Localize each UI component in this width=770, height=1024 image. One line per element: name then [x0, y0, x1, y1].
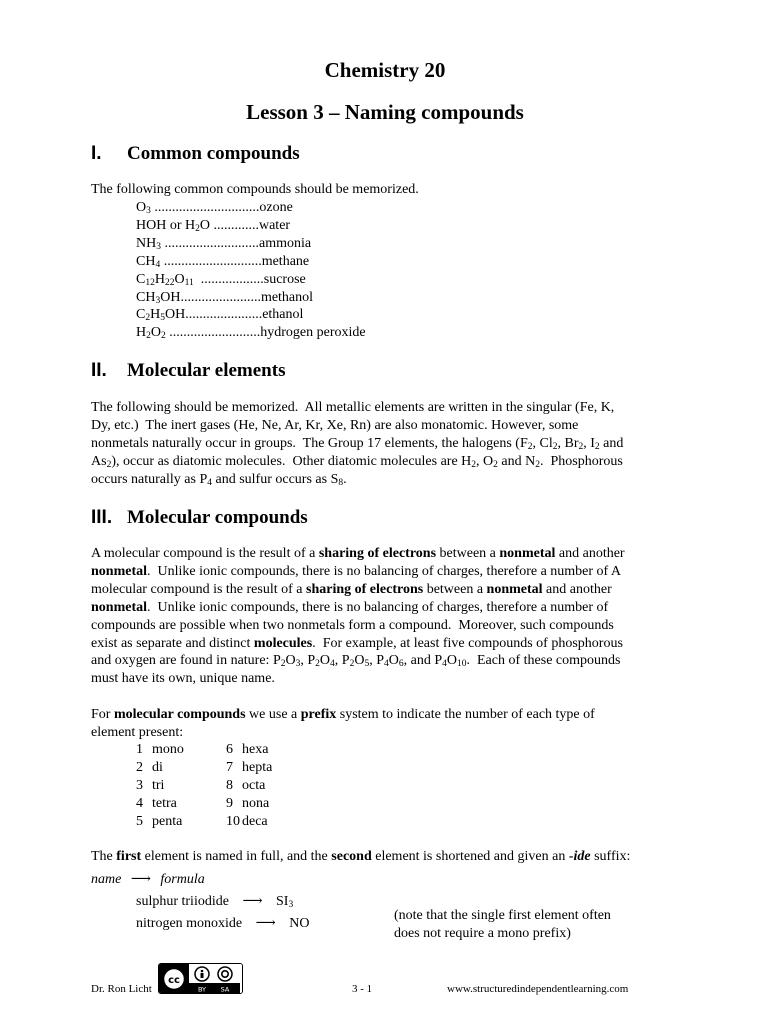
s2-line: Dy, etc.) The inert gases (He, Ne, Ar, Kr, Xe, Rn) are also monatomic. However, some [91, 417, 579, 433]
mono-note: (note that the single first element often does not require a mono prefix) [394, 908, 611, 941]
compound-name: ozone [259, 200, 293, 215]
compound-formula: HOH or $H_2O$ [136, 217, 210, 234]
compound-row [136, 253, 366, 271]
prefix-row [136, 741, 184, 759]
compound-name: hydrogen peroxide [260, 325, 366, 341]
s2-line: nonmetals naturally occur in groups. The Group 17 elements, the halogens ($F_2$, $Cl_2$, $Br_2$, $I_2$ and [91, 435, 624, 452]
example-2-name: nitrogen monoxide [136, 916, 243, 931]
compound-formula: $CH_3OH$ [136, 289, 181, 306]
prefix-row [136, 813, 184, 831]
leader-dots: .......................... [165, 325, 261, 341]
prefix-row [226, 813, 272, 831]
prefix-row [226, 741, 272, 759]
s2-line: $As_2$), occur as diatomic molecules. Other diatomic molecules are $H_2$, $O_2$ and $N_2$. Phosphorous [91, 453, 623, 470]
prefix-word: mono [152, 742, 184, 757]
section-3-title: Molecular compounds [127, 507, 308, 528]
section-2-heading [91, 360, 285, 382]
section-2-paragraph [91, 399, 676, 489]
compound-row [136, 306, 366, 324]
leader-dots: ............. [209, 217, 259, 233]
compound-formula: $CH_4$ [136, 253, 161, 270]
footer-author: Dr. Ron Licht [91, 983, 152, 995]
section-2-title: Molecular elements [127, 360, 286, 381]
prefix-number: 6 [226, 742, 233, 757]
s2-line: The following should be memorized. All metallic elements are written in the singular (Fe, K, [91, 400, 615, 415]
section-3-number: III. [91, 507, 113, 528]
s2-line: occurs naturally as $P_4$ and sulfur occurs as $S_8$. [91, 471, 347, 488]
leader-dots: .................. [193, 271, 264, 287]
compound-row [136, 199, 366, 217]
prefix-intro: For molecular compounds we use a prefix system to indicate the number of each type of element present: [91, 707, 595, 740]
prefix-word: tri [152, 777, 165, 793]
prefix-number: 9 [226, 795, 233, 811]
prefix-word: hepta [242, 759, 273, 775]
prefix-word: octa [242, 777, 266, 793]
example-1-formula: $SI_3$ [276, 894, 294, 910]
compound-row [136, 217, 366, 235]
leader-dots: ........................... [160, 235, 259, 251]
name-label: name [91, 872, 122, 887]
prefix-row [226, 777, 272, 795]
prefix-number: 5 [136, 813, 143, 829]
license-by-label: BY [197, 985, 207, 993]
naming-rule: The first element is named in full, and the second element is shortened and given an -ide suffix: [91, 849, 631, 864]
prefix-number: 4 [136, 795, 143, 811]
compound-formula: $C_2H_5OH$ [136, 307, 186, 324]
compound-formula: $NH_3$ [136, 235, 161, 252]
compound-row [136, 324, 366, 342]
prefix-row [136, 759, 184, 777]
prefix-row [226, 759, 272, 777]
compound-name: ethanol [262, 307, 304, 323]
page-number: 3 - 1 [352, 983, 373, 995]
arrow-icon: ⟶ [130, 872, 151, 887]
compound-formula: $O_3$ [136, 200, 151, 216]
leader-dots: .............................. [150, 200, 260, 215]
leader-dots: ...................... [185, 307, 263, 323]
cc-icon [159, 964, 189, 993]
prefix-row [226, 795, 272, 813]
arrow-icon: ⟶ [255, 916, 276, 931]
footer-url[interactable]: www.structuredindependentlearning.com [447, 983, 629, 995]
compound-list [136, 199, 366, 342]
leader-dots: ............................ [160, 253, 262, 269]
prefix-word: nona [242, 795, 270, 811]
cc-license-badge[interactable] [158, 963, 243, 996]
compound-row [136, 289, 366, 307]
leader-dots: ....................... [180, 289, 261, 305]
prefix-row [136, 777, 184, 795]
svg-text:cc: cc [168, 974, 180, 986]
example-1-name: sulphur triiodide [136, 894, 229, 909]
example-2 [136, 915, 309, 933]
formula-label: formula [160, 872, 205, 887]
prefix-list-left [136, 741, 184, 831]
prefix-word: di [152, 759, 163, 775]
compound-name: methane [261, 253, 310, 269]
name-formula-header [91, 871, 205, 889]
prefix-number: 1 [136, 742, 143, 757]
section-3-paragraph: A molecular compound is the result of a sharing of electrons between a nonmetal and another nonmetal. Unlike ionic compounds, there is no balancing of charges, therefore a number of A molecular compound is the result of a sharing of electrons between a nonmetal and another nonmetal. Unlike ionic compounds, there is no balancing of charges, therefore a number of compounds are possible when two nonmetals form a compound. Moreover, such compounds exist as separate and distinct molecules. For example, at least five compounds of phosphorous and oxygen are found in nature: $P_2O_3$, $P_2O_4$, $P_2O_5$, $P_4O_6$, and $P_4O_{10}$. Each of these compounds must have its own, unique name. [91, 546, 625, 687]
compound-name: water [258, 217, 291, 233]
license-sa-label: SA [220, 985, 230, 993]
section-2-number: II. [91, 360, 107, 381]
prefix-number: 10 [226, 813, 240, 829]
attribution-icon [195, 967, 209, 981]
prefix-word: hexa [242, 742, 269, 757]
prefix-number: 8 [226, 777, 233, 793]
prefix-word: deca [242, 813, 268, 829]
section-1-intro: The following common compounds should be memorized. [91, 182, 419, 197]
example-2-formula: NO [289, 916, 310, 931]
compound-name: sucrose [263, 271, 306, 287]
compound-formula: $H_2O_2$ [136, 325, 166, 342]
example-1 [136, 893, 293, 911]
page-title: Chemistry 20 [324, 58, 446, 82]
compound-name: ammonia [258, 235, 312, 251]
section-3-heading [91, 507, 308, 529]
prefix-number: 7 [226, 759, 233, 775]
prefix-word: penta [152, 813, 183, 829]
compound-name: methanol [260, 289, 314, 305]
prefix-number: 2 [136, 759, 143, 775]
prefix-number: 3 [136, 777, 143, 793]
compound-formula: $C_{12}H_{22}O_{11}$ [136, 271, 194, 288]
lesson-subtitle: Lesson 3 – Naming compounds [246, 100, 524, 124]
prefix-list-right [226, 741, 272, 831]
prefix-row [136, 795, 184, 813]
compound-row [136, 271, 366, 289]
section-1-heading [91, 143, 300, 165]
section-1-title: Common compounds [127, 143, 300, 164]
prefix-word: tetra [152, 795, 177, 811]
share-alike-icon [218, 967, 232, 981]
compound-row [136, 235, 366, 253]
arrow-icon: ⟶ [242, 894, 263, 909]
section-1-number: I. [91, 143, 102, 164]
